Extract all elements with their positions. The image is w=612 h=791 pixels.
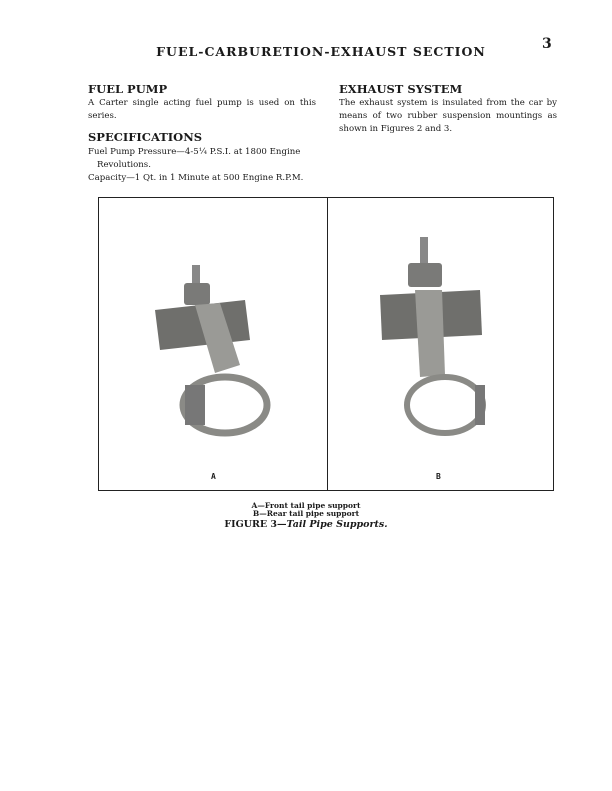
figure-title	[0, 519, 612, 530]
figure-label-b: B	[436, 472, 441, 481]
figure-title-italic: Tail Pipe Supports.	[286, 519, 388, 530]
spec-pressure: Fuel Pump Pressure—4-5¼ P.S.I. at 1800 Engine	[88, 147, 301, 157]
specifications-heading: SPECIFICATIONS	[88, 130, 203, 144]
exhaust-text: The exhaust system is insulated from the car by means of two rubber suspension mountings as shown in Figures 2 and 3.	[339, 98, 557, 134]
exhaust-heading: EXHAUST SYSTEM	[339, 82, 463, 96]
figure-divider	[327, 197, 328, 491]
section-title: FUEL-CARBURETION-EXHAUST SECTION	[156, 44, 486, 59]
fuel-pump-heading: FUEL PUMP	[88, 82, 168, 96]
spec-capacity: Capacity—1 Qt. in 1 Minute at 500 Engine R.P.M.	[88, 173, 304, 183]
caption-a: A—Front tail pipe support	[251, 501, 361, 510]
caption-b: B—Rear tail pipe support	[252, 509, 360, 518]
spec-pressure-cont: Revolutions.	[97, 160, 151, 170]
page-number: 3	[542, 36, 552, 52]
figure-title-prefix: FIGURE 3—	[224, 519, 287, 530]
fuel-pump-text: A Carter single acting fuel pump is used on this series.	[88, 98, 316, 121]
figure-label-a: A	[211, 472, 216, 481]
photo-rear-support	[370, 235, 510, 445]
photo-front-support	[150, 255, 290, 455]
